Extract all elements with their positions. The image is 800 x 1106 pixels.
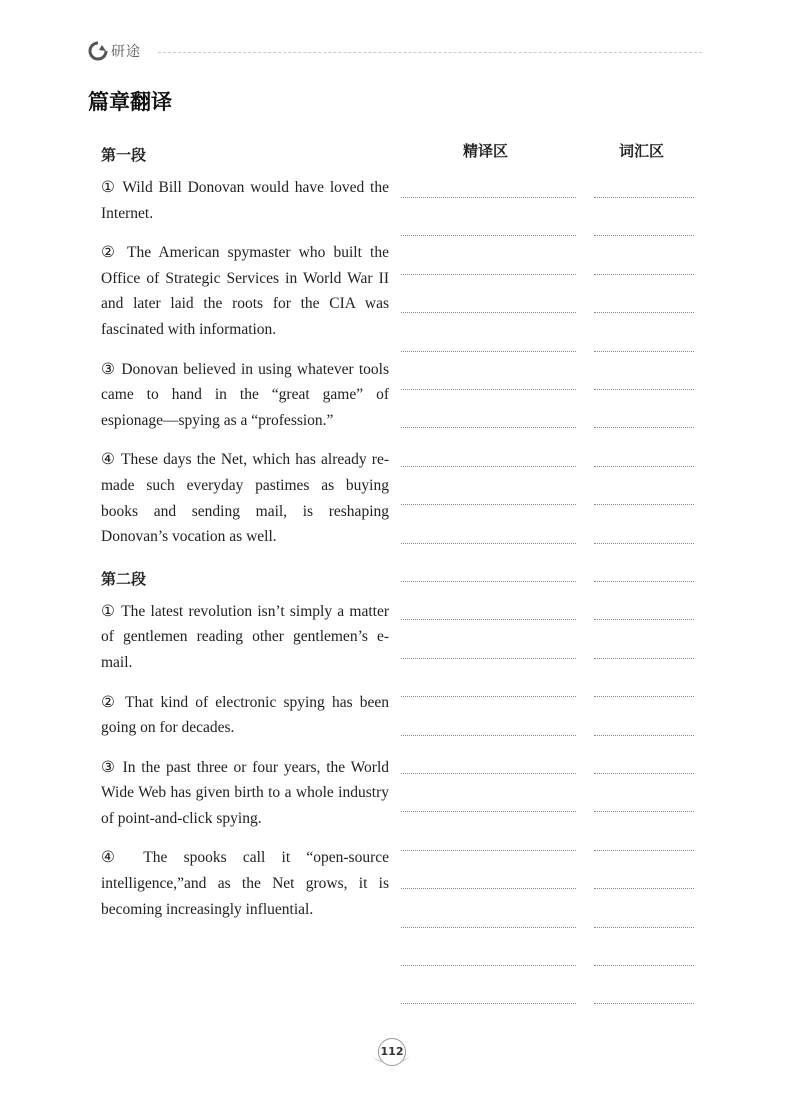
- vocabulary-writing-line[interactable]: [594, 658, 694, 659]
- translation-writing-line[interactable]: [401, 696, 576, 697]
- translation-writing-line[interactable]: [401, 965, 576, 966]
- vocabulary-writing-line[interactable]: [594, 619, 694, 620]
- paragraph-2-sentence-4: ④ The spooks call it “open-source intelligence,”and as the Net grows, it is becoming increasingly influential.: [101, 849, 389, 918]
- translation-writing-line[interactable]: [401, 811, 576, 812]
- column-header-vocabulary: 词汇区: [619, 142, 665, 160]
- translation-writing-line[interactable]: [401, 888, 576, 889]
- translation-writing-line[interactable]: [401, 504, 576, 505]
- translation-writing-line[interactable]: [401, 773, 576, 774]
- column-header-translation: 精译区: [463, 142, 509, 160]
- page-number: 112: [378, 1038, 406, 1066]
- logo: [88, 41, 141, 61]
- page-header: [88, 38, 702, 66]
- vocabulary-writing-line[interactable]: [594, 581, 694, 582]
- paragraph-2-sentence-3: ③ In the past three or four years, the World Wide Web has given birth to a whole industry of point-and-click spying.: [101, 758, 389, 827]
- vocabulary-writing-line[interactable]: [594, 197, 694, 198]
- paragraph-2-sentence-2: ② That kind of electronic spying has been going on for decades.: [101, 693, 389, 737]
- section-title: 篇章翻译: [88, 90, 172, 114]
- vocabulary-writing-line[interactable]: [594, 274, 694, 275]
- vocabulary-writing-line[interactable]: [594, 389, 694, 390]
- logo-icon: [88, 41, 108, 61]
- vocabulary-writing-line[interactable]: [594, 351, 694, 352]
- paragraph-1-sentence-1: ① Wild Bill Donovan would have loved the Internet.: [101, 179, 389, 222]
- translation-writing-line[interactable]: [401, 927, 576, 928]
- translation-writing-line[interactable]: [401, 658, 576, 659]
- vocabulary-writing-line[interactable]: [594, 850, 694, 851]
- vocabulary-writing-line[interactable]: [594, 965, 694, 966]
- translation-writing-line[interactable]: [401, 197, 576, 198]
- translation-writing-line[interactable]: [401, 274, 576, 275]
- vocabulary-writing-line[interactable]: [594, 466, 694, 467]
- translation-writing-line[interactable]: [401, 466, 576, 467]
- paragraph-1-sentence-4: ④ These days the Net, which has already re-made such everyday pastimes as buying books and sending mail, is reshaping Donovan’s vocation as well.: [101, 451, 389, 546]
- vocabulary-writing-line[interactable]: [594, 735, 694, 736]
- translation-writing-line[interactable]: [401, 581, 576, 582]
- translation-writing-line[interactable]: [401, 619, 576, 620]
- vocabulary-writing-line[interactable]: [594, 888, 694, 889]
- translation-writing-line[interactable]: [401, 351, 576, 352]
- translation-writing-line[interactable]: [401, 850, 576, 851]
- vocabulary-writing-line[interactable]: [594, 543, 694, 544]
- translation-writing-line[interactable]: [401, 543, 576, 544]
- paragraph-1-sentence-2: ② The American spymaster who built the Office of Strategic Services in World War II and later laid the roots for the CIA was fascinated with information.: [101, 244, 389, 338]
- header-divider: [158, 52, 702, 53]
- vocabulary-writing-line[interactable]: [594, 235, 694, 236]
- passage: [101, 144, 389, 936]
- logo-text: 研途: [111, 44, 141, 60]
- paragraph-2-sentence-1: ① The latest revolution isn’t simply a matter of gentlemen reading other gentlemen’s e-mail.: [101, 602, 389, 671]
- translation-writing-line[interactable]: [401, 735, 576, 736]
- translation-writing-line[interactable]: [401, 1003, 576, 1004]
- vocabulary-writing-line[interactable]: [594, 927, 694, 928]
- vocabulary-writing-line[interactable]: [594, 811, 694, 812]
- paragraph-1-heading: 第一段: [101, 146, 147, 164]
- vocabulary-writing-line[interactable]: [594, 696, 694, 697]
- translation-writing-line[interactable]: [401, 427, 576, 428]
- vocabulary-writing-line[interactable]: [594, 504, 694, 505]
- translation-writing-line[interactable]: [401, 389, 576, 390]
- vocabulary-writing-line[interactable]: [594, 312, 694, 313]
- translation-writing-line[interactable]: [401, 312, 576, 313]
- vocabulary-writing-line[interactable]: [594, 773, 694, 774]
- vocabulary-writing-line[interactable]: [594, 1003, 694, 1004]
- paragraph-2-heading: 第二段: [101, 569, 147, 588]
- paragraph-1-sentence-3: ③ Donovan believed in using whatever tools came to hand in the “great game” of espionage—spying as a “profession.”: [101, 360, 389, 429]
- translation-writing-line[interactable]: [401, 235, 576, 236]
- vocabulary-writing-line[interactable]: [594, 427, 694, 428]
